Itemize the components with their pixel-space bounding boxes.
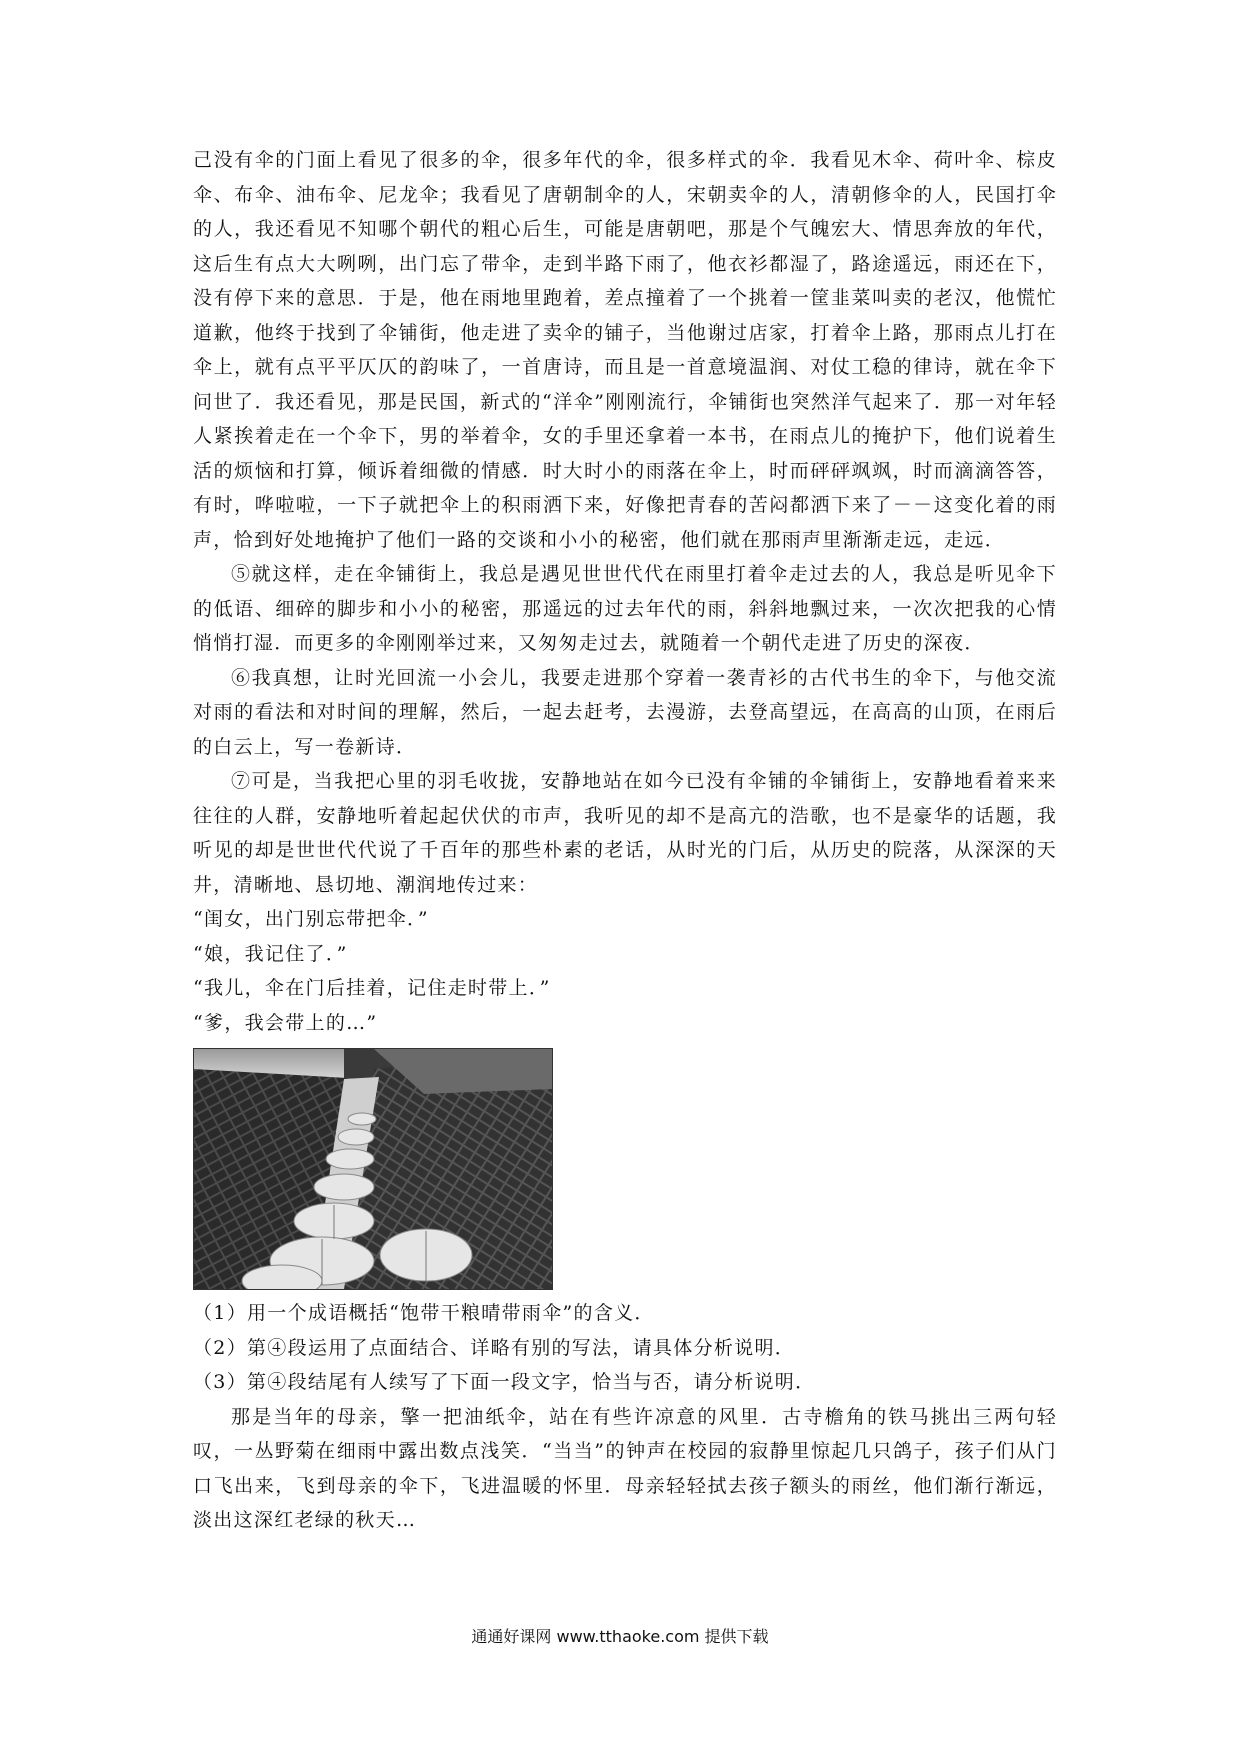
page-footer: 通通好课网 www.tthaoke.com 提供下载 — [471, 1627, 769, 1646]
question-list — [193, 1296, 1057, 1538]
article-body — [193, 143, 1057, 1538]
rooftop-umbrellas-photo — [193, 1048, 553, 1290]
question-2: （2）第④段运用了点面结合、详略有别的写法，请具体分析说明． — [193, 1336, 796, 1359]
paragraph-7: ⑦可是，当我把心里的羽毛收拢，安静地站在如今已没有伞铺的伞铺街上，安静地看着来来往往的人群，安静地听着起起伏伏的市声，我听见的却不是高亢的浩歌，也不是豪华的话题，我听见的却是世世代代说了千百年的那些朴素的老话，从时光的门后，从历史的院落，从深深的天井，清晰地、恳切地、潮润地传过来： — [193, 770, 1057, 896]
dialogue-line: “闺女，出门别忘带把伞．” — [193, 908, 429, 930]
photo-rooftop-umbrellas-icon — [194, 1049, 552, 1289]
question-1: （1）用一个成语概括“饱带干粮晴带雨伞”的含义． — [193, 1302, 655, 1324]
dialogue-line: “我儿，伞在门后挂着，记住走时带上．” — [193, 977, 551, 999]
continuation-text: 那是当年的母亲，擎一把油纸伞，站在有些许凉意的风里．古寺檐角的铁马挑出三两句轻叹，一丛野菊在细雨中露出数点浅笑．“当当”的钟声在校园的寂静里惊起几只鸽子，孩子们从门口飞出来，飞到母亲的伞下，飞进温暖的怀里．母亲轻轻拭去孩子额头的雨丝，他们渐行渐远，淡出这深红老绿的秋天… — [193, 1405, 1057, 1531]
paragraph-6: ⑥我真想，让时光回流一小会儿，我要走进那个穿着一袭青衫的古代书生的伞下，与他交流对雨的看法和对时间的理解，然后，一起去赶考，去漫游，去登高望远，在高高的山顶，在雨后的白云上，写一卷新诗． — [193, 666, 1057, 758]
dialogue-line: “爹，我会带上的…” — [193, 1011, 378, 1034]
paragraph-5: ⑤就这样，走在伞铺街上，我总是遇见世世代代在雨里打着伞走过去的人，我总是听见伞下的低语、细碎的脚步和小小的秘密，那遥远的过去年代的雨，斜斜地飘过来，一次次把我的心情悄悄打湿．而更多的伞刚刚举过来，又匆匆走过去，就随着一个朝代走进了历史的深夜． — [193, 563, 1057, 654]
dialogue-line: “娘，我记住了．” — [193, 942, 348, 965]
continued-paragraph: 己没有伞的门面上看见了很多的伞，很多年代的伞，很多样式的伞．我看见木伞、荷叶伞、棕皮伞、布伞、油布伞、尼龙伞；我看见了唐朝制伞的人，宋朝卖伞的人，清朝修伞的人，民国打伞的人，我还看见不知哪个朝代的粗心后生，可能是唐朝吧，那是个气魄宏大、情思奔放的年代，这后生有点大大咧咧，出门忘了带伞，走到半路下雨了，他衣衫都湿了，路途遥远，雨还在下，没有停下来的意思．于是，他在雨地里跑着，差点撞着了一个挑着一筐韭菜叫卖的老汉，他慌忙道歉，他终于找到了伞铺街，他走进了卖伞的铺子，当他谢过店家，打着伞上路，那雨点儿打在伞上，就有点平平仄仄的韵味了，一首唐诗，而且是一首意境温润、对仗工稳的律诗，就在伞下问世了．我还看见，那是民国，新式的“洋伞”刚刚流行，伞铺街也突然洋气起来了．那一对年轻人紧挨着走在一个伞下，男的举着伞，女的手里还拿着一本书，在雨点儿的掩护下，他们说着生活的烦恼和打算，倾诉着细微的情感．时大时小的雨落在伞上，时而砰砰飒飒，时而滴滴答答，有时，哗啦啦，一下子就把伞上的积雨洒下来，好像把青春的苦闷都洒下来了－－这变化着的雨声，恰到好处地掩护了他们一路的交谈和小小的秘密，他们就在那雨声里渐渐走远，走远． — [193, 149, 1057, 551]
question-3: （3）第④段结尾有人续写了下面一段文字，恰当与否，请分析说明． — [193, 1371, 816, 1393]
